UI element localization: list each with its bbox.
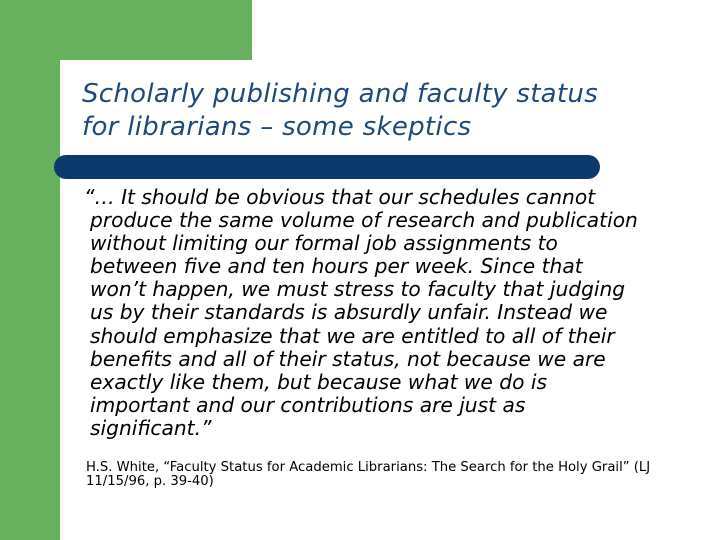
quote-line: should emphasize that we are entitled to all of their (90, 323, 615, 348)
slide-title (82, 78, 702, 144)
top-accent-bar (0, 0, 252, 60)
left-accent-bar (0, 0, 60, 540)
slide-title-line: for librarians – some skeptics (82, 112, 472, 142)
citation (86, 461, 700, 489)
slide-title-line: Scholarly publishing and faculty status (82, 79, 599, 109)
quote-block (84, 185, 696, 440)
citation-line: H.S. White, “Faculty Status for Academic Librarians: The Search for the Holy Grail” (LJ (86, 460, 651, 475)
quote-line: us by their standards is absurdly unfair. Instead we (90, 300, 608, 325)
quote-line: exactly like them, but because what we do is (90, 369, 547, 394)
title-divider (54, 155, 600, 179)
quote-line: significant.” (90, 415, 212, 440)
citation-line: 11/15/96, p. 39-40) (86, 474, 214, 489)
quote-line: without limiting our formal job assignments to (90, 231, 558, 256)
quote-line: important and our contributions are just as (90, 392, 526, 417)
quote-line: between five and ten hours per week. Since that (90, 254, 583, 279)
quote-line: produce the same volume of research and publication (90, 208, 638, 233)
quote-line: “… It should be obvious that our schedules cannot (84, 185, 596, 209)
quote-line: benefits and all of their status, not because we are (90, 346, 606, 371)
quote-line: won’t happen, we must stress to faculty that judging (90, 277, 626, 302)
